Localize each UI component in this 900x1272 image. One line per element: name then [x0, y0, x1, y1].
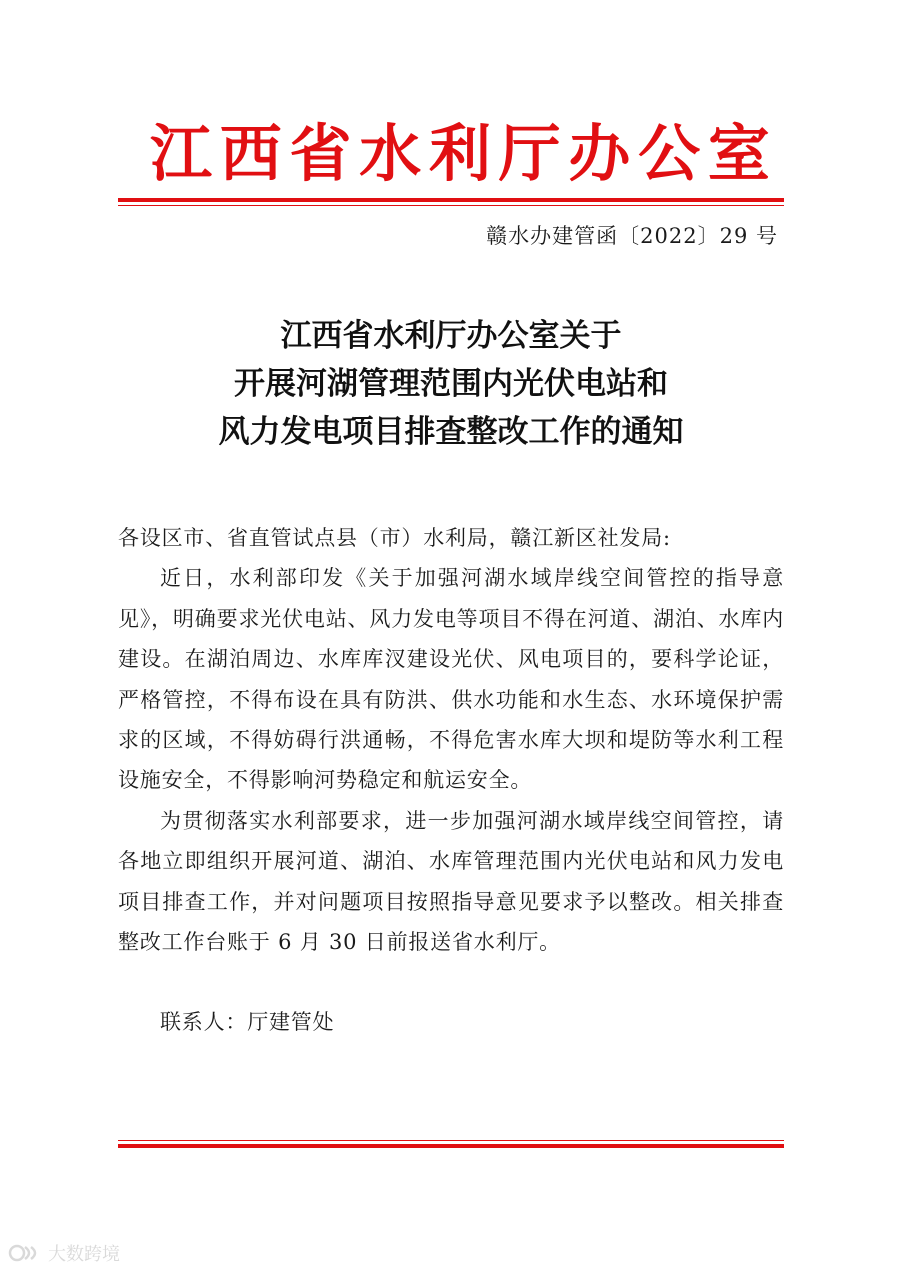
- brand-logo-icon: [8, 1242, 42, 1264]
- title-line: 开展河湖管理范围内光伏电站和: [234, 366, 668, 402]
- masthead-char: 水: [359, 117, 422, 190]
- document-body: [118, 518, 784, 1043]
- document-title: [118, 312, 784, 456]
- contact-line: 联系人：厅建管处: [160, 1010, 335, 1035]
- body-paragraph: 为贯彻落实水利部要求，进一步加强河湖水域岸线空间管控，请各地立即组织开展河道、湖泊、水库管理范围内光伏电站和风力发电项目排查工作，并对问题项目按照指导意见要求予以整改。相关排查整改工作台账于 6 月 30 日前报送省水利厅。: [118, 808, 784, 955]
- footer-red-rule: [118, 1140, 784, 1148]
- masthead-char: 江: [150, 117, 213, 190]
- watermark: [8, 1240, 120, 1266]
- masthead-char: 利: [428, 117, 491, 190]
- masthead-char: 西: [219, 117, 282, 190]
- masthead-char: 办: [568, 117, 631, 190]
- header-red-rule: [118, 198, 784, 206]
- body-paragraph: 近日，水利部印发《关于加强河湖水域岸线空间管控的指导意见》，明确要求光伏电站、风力发电等项目不得在河道、湖泊、水库内建设。在湖泊周边、水库库汊建设光伏、风电项目的，要科学论证，严格管控，不得布设在具有防洪、供水功能和水生态、水环境保护需求的区域，不得妨碍行洪通畅，不得危害水库大坝和堤防等水利工程设施安全，不得影响河势稳定和航运安全。: [118, 566, 784, 793]
- title-line: 风力发电项目排查整改工作的通知: [218, 414, 684, 450]
- masthead-char: 厅: [498, 117, 561, 190]
- masthead-char: 省: [289, 117, 352, 190]
- document-number: 赣水办建管函〔2022〕29 号: [486, 224, 778, 248]
- masthead-char: 公: [638, 117, 701, 190]
- watermark-text: 大数跨境: [48, 1244, 120, 1265]
- salutation: 各设区市、省直管试点县（市）水利局，赣江新区社发局:: [118, 526, 671, 550]
- masthead-char: 室: [707, 117, 770, 190]
- issuing-office-masthead: [150, 112, 770, 196]
- title-line: 江西省水利厅办公室关于: [280, 318, 622, 354]
